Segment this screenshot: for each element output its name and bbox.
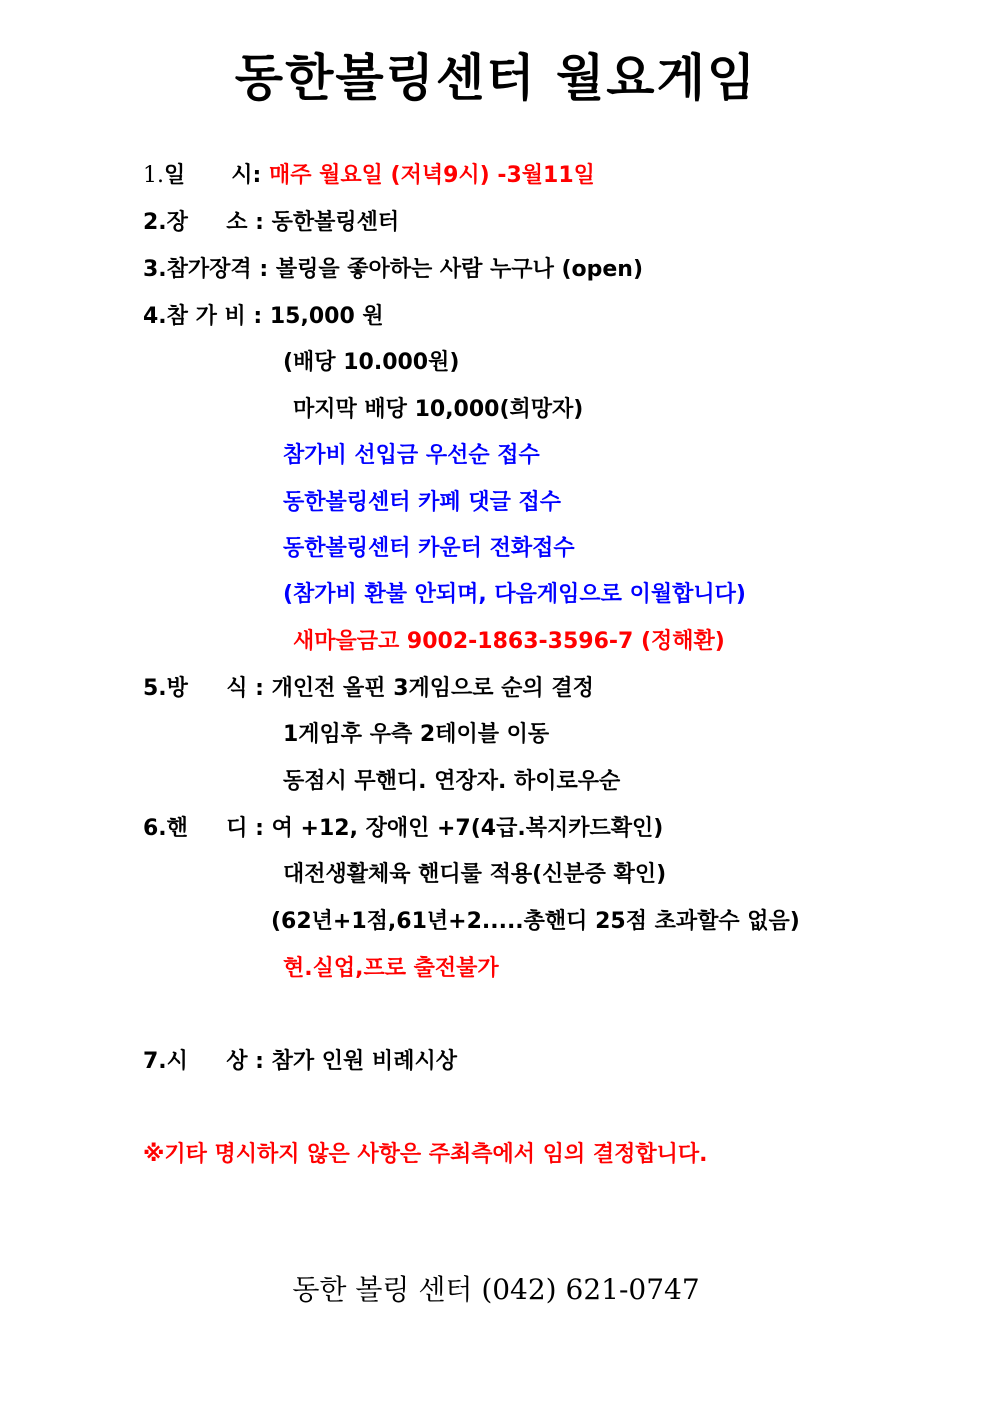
fee-line: (배당 10.000원) [283, 350, 460, 375]
item-method [143, 674, 594, 704]
page-title: 동한볼링센터 월요게임 [234, 49, 758, 107]
item-award-value: 참가 인원 비례시상 [271, 1049, 457, 1074]
item-fee-value: 15,000 원 [269, 304, 384, 329]
item-fee [143, 302, 384, 332]
item-eligibility [143, 255, 643, 285]
item-handicap-value: 여 +12, 장애인 +7(4급.복지카드확인) [271, 816, 664, 841]
fee-line: 마지막 배당 10,000(희망자) [293, 397, 584, 422]
method-line: 1게임후 우측 2테이블 이동 [283, 722, 550, 747]
item-date [143, 161, 595, 191]
item-award [143, 1047, 457, 1077]
fee-note: 동한볼링센터 카운터 전화접수 [283, 536, 575, 561]
item-date-value: 매주 월요일 (저녁9시) -3월11일 [268, 163, 595, 188]
item-method-label: 5.방 식 : [143, 676, 264, 701]
item-fee-label: 4.참 가 비 : [143, 304, 263, 329]
fee-note: 동한볼링센터 카페 댓글 접수 [283, 490, 562, 515]
handicap-line: (62년+1점,61년+2.....총핸디 25점 초과할수 없음) [271, 909, 800, 934]
item-eligibility-value: 볼링을 좋아하는 사람 누구나 (open) [275, 257, 644, 282]
item-place-label: 2.장 소 : [143, 210, 264, 235]
notice: ※기타 명시하지 않은 사항은 주최측에서 임의 결정합니다. [143, 1142, 708, 1167]
item-handicap [143, 814, 663, 844]
item-date-num: 1. [143, 163, 164, 188]
fee-note: 참가비 선입금 우선순 접수 [283, 443, 540, 468]
item-eligibility-label: 3.참가장격 : [143, 257, 269, 282]
handicap-line: 대전생활체육 핸디룰 적용(신분증 확인) [283, 862, 667, 887]
item-place [143, 208, 399, 238]
item-date-label: 일 시: [164, 163, 262, 188]
item-method-value: 개인전 올핀 3게임으로 순의 결정 [271, 676, 594, 701]
method-line: 동점시 무핸디. 연장자. 하이로우순 [283, 769, 621, 794]
item-award-label: 7.시 상 : [143, 1049, 264, 1074]
footer-contact: 동한 볼링 센터 (042) 621-0747 [292, 1273, 700, 1306]
fee-note: (참가비 환불 안되며, 다음게임으로 이월합니다) [283, 582, 746, 607]
handicap-restriction: 현.실업,프로 출전불가 [283, 956, 499, 981]
item-handicap-label: 6.핸 디 : [143, 816, 264, 841]
bank-account: 새마을금고 9002-1863-3596-7 (정해환) [293, 629, 725, 654]
item-place-value: 동한볼링센터 [271, 210, 400, 235]
